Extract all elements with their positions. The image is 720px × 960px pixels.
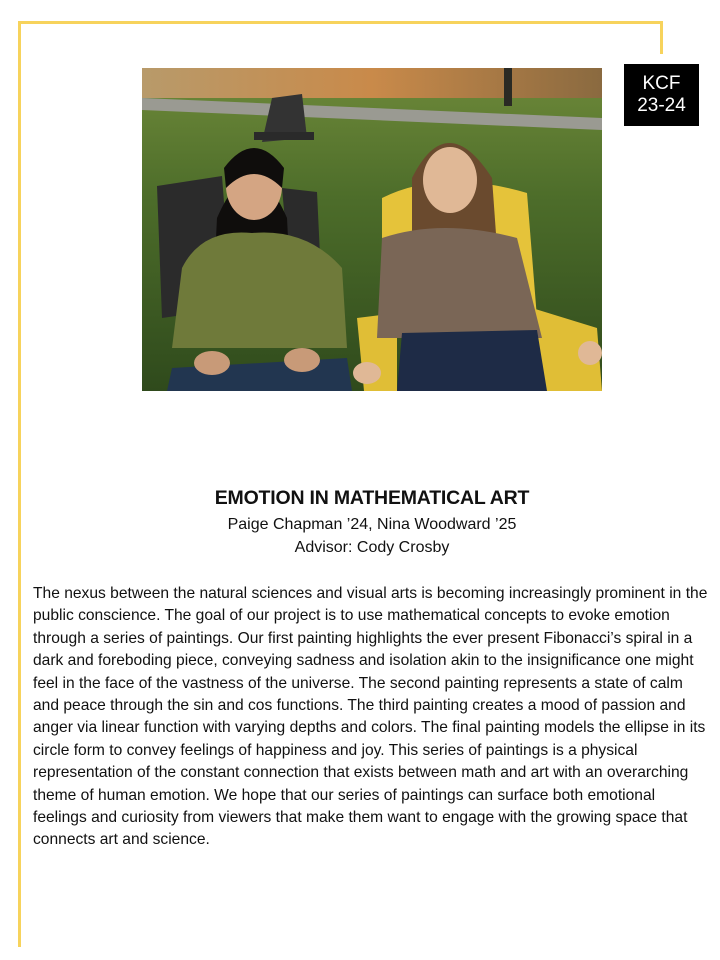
project-abstract: The nexus between the natural sciences and visual arts is becoming increasingly prominent in the public conscience. The goal of our project is to use mathematical concepts to evoke emotion through a series of paintings. Our first painting highlights the ever present Fibonacci’s spiral in a dark and foreboding piece, conveying sadness and isolation akin to the insignificance one might feel in the face of the vastness of the universe. The second painting represents a state of calm and peace through the sin and cos functions. The third painting creates a mood of passion and anger via linear function with varying depths and colors. The final painting models the ellipse in its circle form to convey feelings of happiness and joy. This series of paintings is a physical representation of the constant connection that exists between math and art with an overarching theme of human emotion. We hope that our series of paintings can surface both emotional feelings and curiosity from viewers that make them want to engage with the growing space that connects art and science. [33,585,708,849]
photo-illustration [142,68,602,391]
project-advisor: Advisor: Cody Crosby [294,539,450,556]
badge-line-1: KCF [642,73,681,94]
frame-left-border [18,21,21,947]
frame-top-border [18,21,663,24]
badge-line-2: 23-24 [637,95,686,116]
frame-right-border [660,21,663,54]
kcf-badge [624,64,699,126]
team-photo [142,68,602,391]
project-authors: Paige Chapman ’24, Nina Woodward ’25 [227,516,517,533]
project-title: EMOTION IN MATHEMATICAL ART [214,487,530,509]
